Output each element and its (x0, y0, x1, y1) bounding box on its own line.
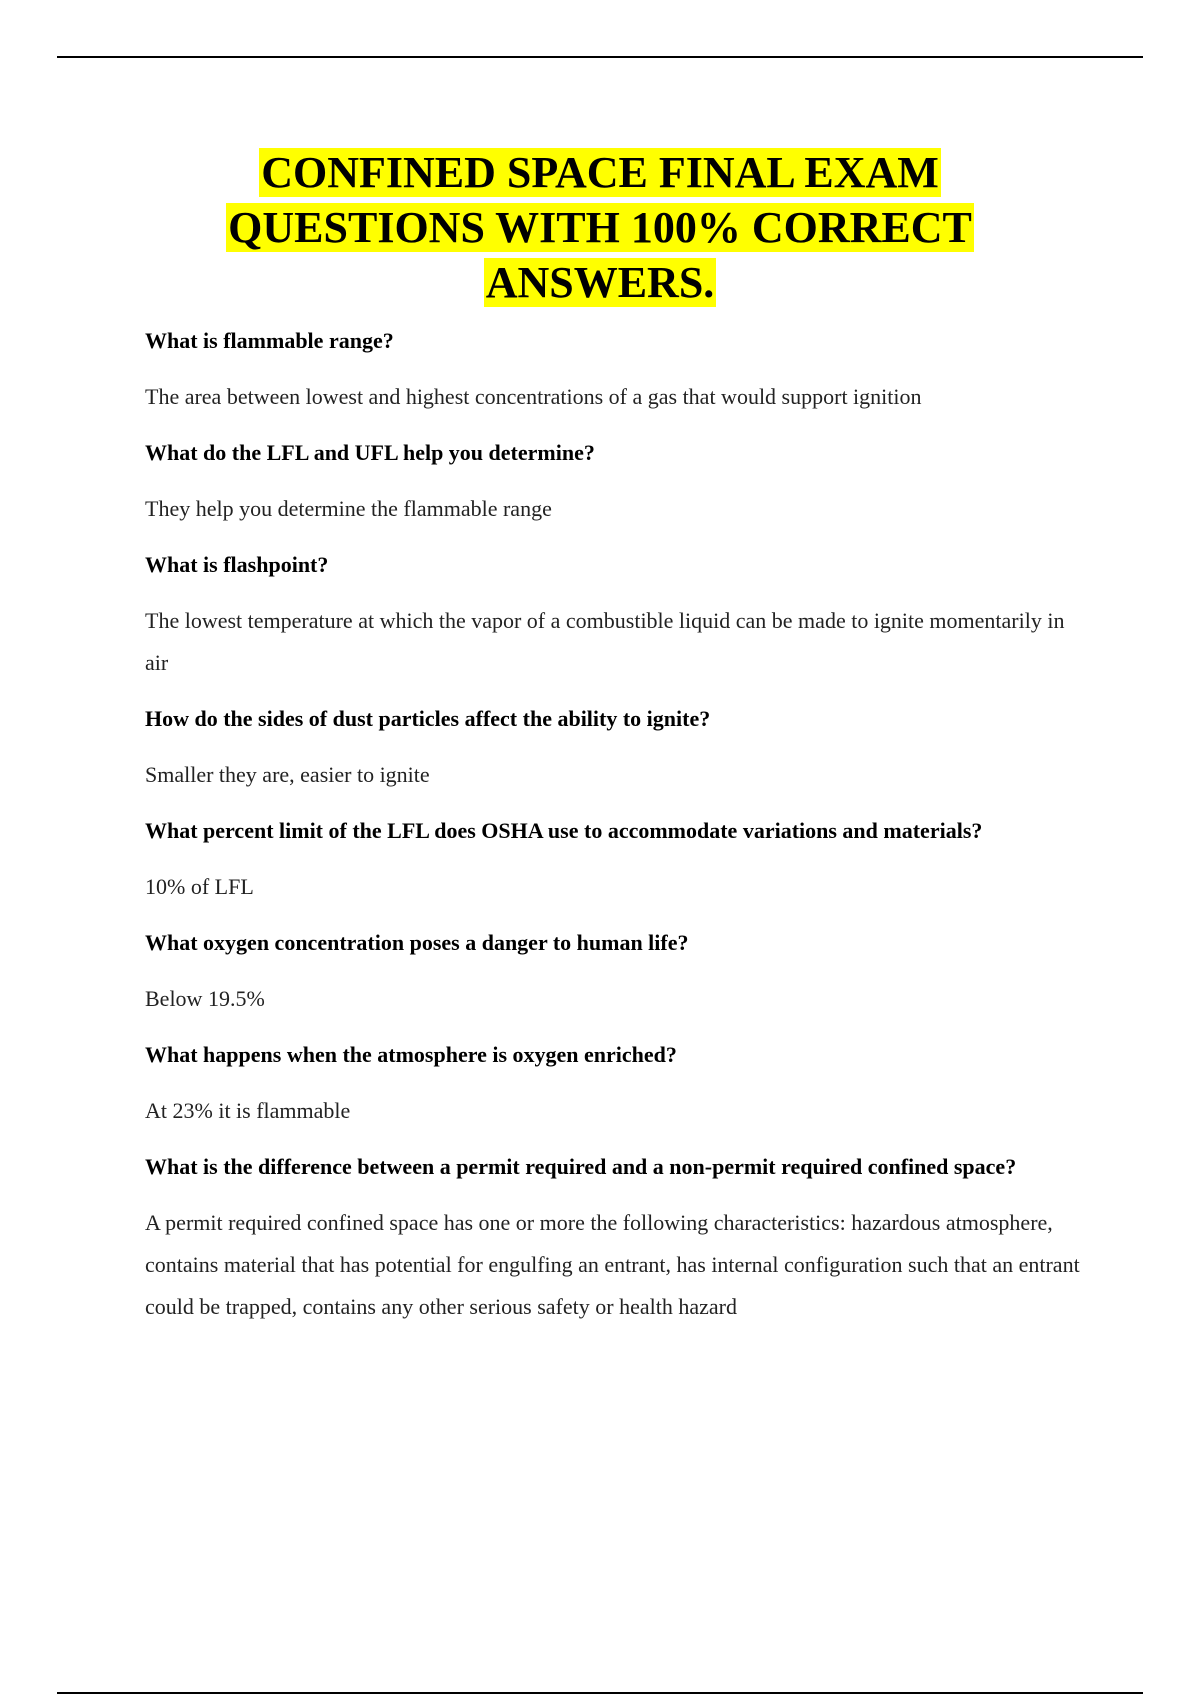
qa-item (145, 1034, 1090, 1132)
title-line-1: CONFINED SPACE FINAL EXAM (261, 148, 939, 197)
answer: At 23% it is flammable (145, 1098, 351, 1123)
header-rule (57, 56, 1143, 58)
answer: The lowest temperature at which the vapor of a combustible liquid can be made to ignite momentarily in air (145, 608, 1065, 675)
question: What is flashpoint? (145, 552, 329, 577)
question: How do the sides of dust particles affect the ability to ignite? (145, 706, 711, 731)
qa-item (145, 698, 1090, 796)
question: What percent limit of the LFL does OSHA use to accommodate variations and materials? (145, 818, 983, 843)
answer: Below 19.5% (145, 986, 265, 1011)
qa-item (145, 544, 1090, 684)
answer: The area between lowest and highest concentrations of a gas that would support ignition (145, 384, 922, 409)
title-line-3: ANSWERS. (485, 258, 715, 307)
question: What oxygen concentration poses a danger to human life? (145, 930, 689, 955)
qa-item (145, 320, 1090, 418)
qa-item (145, 1146, 1090, 1328)
question: What is the difference between a permit required and a non-permit required confined space? (145, 1154, 1017, 1179)
qa-item (145, 922, 1090, 1020)
question: What happens when the atmosphere is oxygen enriched? (145, 1042, 677, 1067)
document-title (100, 145, 1100, 310)
footer-rule (57, 1692, 1143, 1694)
qa-item (145, 810, 1090, 908)
title-line-2: QUESTIONS WITH 100% CORRECT (228, 203, 972, 252)
question: What do the LFL and UFL help you determine? (145, 440, 595, 465)
answer: Smaller they are, easier to ignite (145, 762, 430, 787)
qa-list (145, 320, 1090, 1342)
answer: 10% of LFL (145, 874, 254, 899)
qa-item (145, 432, 1090, 530)
question: What is flammable range? (145, 328, 394, 353)
answer: They help you determine the flammable range (145, 496, 552, 521)
answer: A permit required confined space has one or more the following characteristics: hazardous atmosphere, contains material that has potential for engulfing an entrant, has internal configuration such that an entrant could be trapped, contains any other serious safety or health hazard (145, 1210, 1080, 1319)
